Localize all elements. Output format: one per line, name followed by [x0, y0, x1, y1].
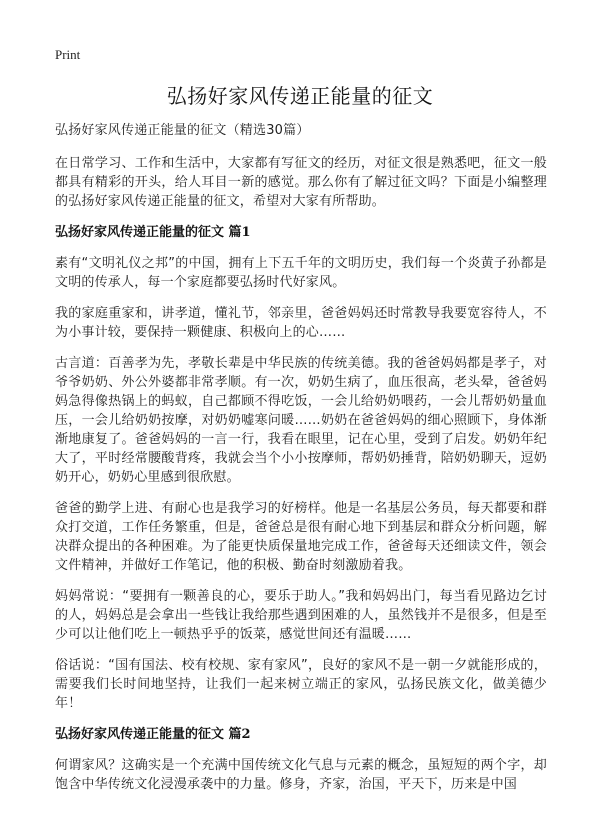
section-1-paragraph: 俗话说：“国有国法、校有校规、家有家风”，良好的家风不是一朝一夕就能形成的，需要我们长时间地坚持，让我们一起来树立端正的家风，弘扬民族文化，做美德少年！ — [55, 658, 547, 711]
document-body — [55, 121, 547, 806]
document-subtitle: 弘扬好家风传递正能量的征文（精选30篇） — [55, 123, 310, 138]
section-1-paragraph: 妈妈常说：“要拥有一颗善良的心，要乐于助人。”我和妈妈出门，每当看见路边乞讨的人，妈妈总是会拿出一些钱让我给那些遇到困难的人，虽然钱并不是很多，但是至少可以让他们吃上一顿热乎乎的饭菜，感觉世间还有温暖…… — [55, 589, 547, 642]
section-1-paragraph: 我的家庭重家和，讲孝道，懂礼节，邻亲里，爸爸妈妈还时常教导我要宽容待人，不为小事计较，要保持一颗健康、积极向上的心…… — [55, 306, 547, 340]
section-heading-2: 弘扬好家风传递正能量的征文 篇2 — [55, 727, 251, 742]
document-title: 弘扬好家风传递正能量的征文 — [166, 84, 434, 108]
intro-paragraph: 在日常学习、工作和生活中，大家都有写征文的经历，对征文很是熟悉吧，征文一般都具有精彩的开头，给人耳目一新的感觉。那么你有了解过征文吗？下面是小编整理的弘扬好家风传递正能量的征文，希望对大家有所帮助。 — [55, 156, 547, 209]
section-1-paragraph: 素有“文明礼仪之邦”的中国，拥有上下五千年的文明历史，我们每一个炎黄子孙都是文明的传承人，每一个家庭都要弘扬时代好家风。 — [55, 256, 547, 290]
section-1-paragraph: 古言道：百善孝为先，孝敬长辈是中华民族的传统美德。我的爸爸妈妈都是孝子，对爷爷奶奶、外公外婆都非常孝顺。有一次，奶奶生病了，血压很高，老头晕，爸爸妈妈急得像热锅上的蚂蚁，自己都顾不得吃饭，一会儿给奶奶喂药，一会儿帮奶奶量血压，一会儿给奶奶按摩，对奶奶嘘寒问暖……奶奶在爸爸妈妈的细心照顾下，身体渐渐地康复了。爸爸妈妈的一言一行，我看在眼里，记在心里，受到了启发。奶奶年纪大了，平时经常腰酸背疼，我就会当个小小按摩师，帮奶奶捶背，陪奶奶聊天，逗奶奶开心，奶奶心里感到很欣慰。 — [55, 356, 547, 485]
section-2-paragraph: 何谓家风？这确实是一个充满中国传统文化气息与元素的概念，虽短短的两个字，却饱含中华传统文化浸漫承袭中的力量。修身，齐家，治国，平天下，历来是中国 — [55, 758, 547, 792]
print-label: Print — [55, 47, 81, 62]
section-1-paragraph: 爸爸的勤学上进、有耐心也是我学习的好榜样。他是一名基层公务员，每天都要和群众打交道，工作任务繁重，但是，爸爸总是很有耐心地下到基层和群众分析问题，解决群众提出的各种困难。为了能更快质保量地完成工作，爸爸每天还细读文件，领会文件精神，并做好工作笔记，他的积极、勤奋时刻激励着我。 — [55, 501, 547, 573]
section-heading-1: 弘扬好家风传递正能量的征文 篇1 — [55, 225, 251, 240]
